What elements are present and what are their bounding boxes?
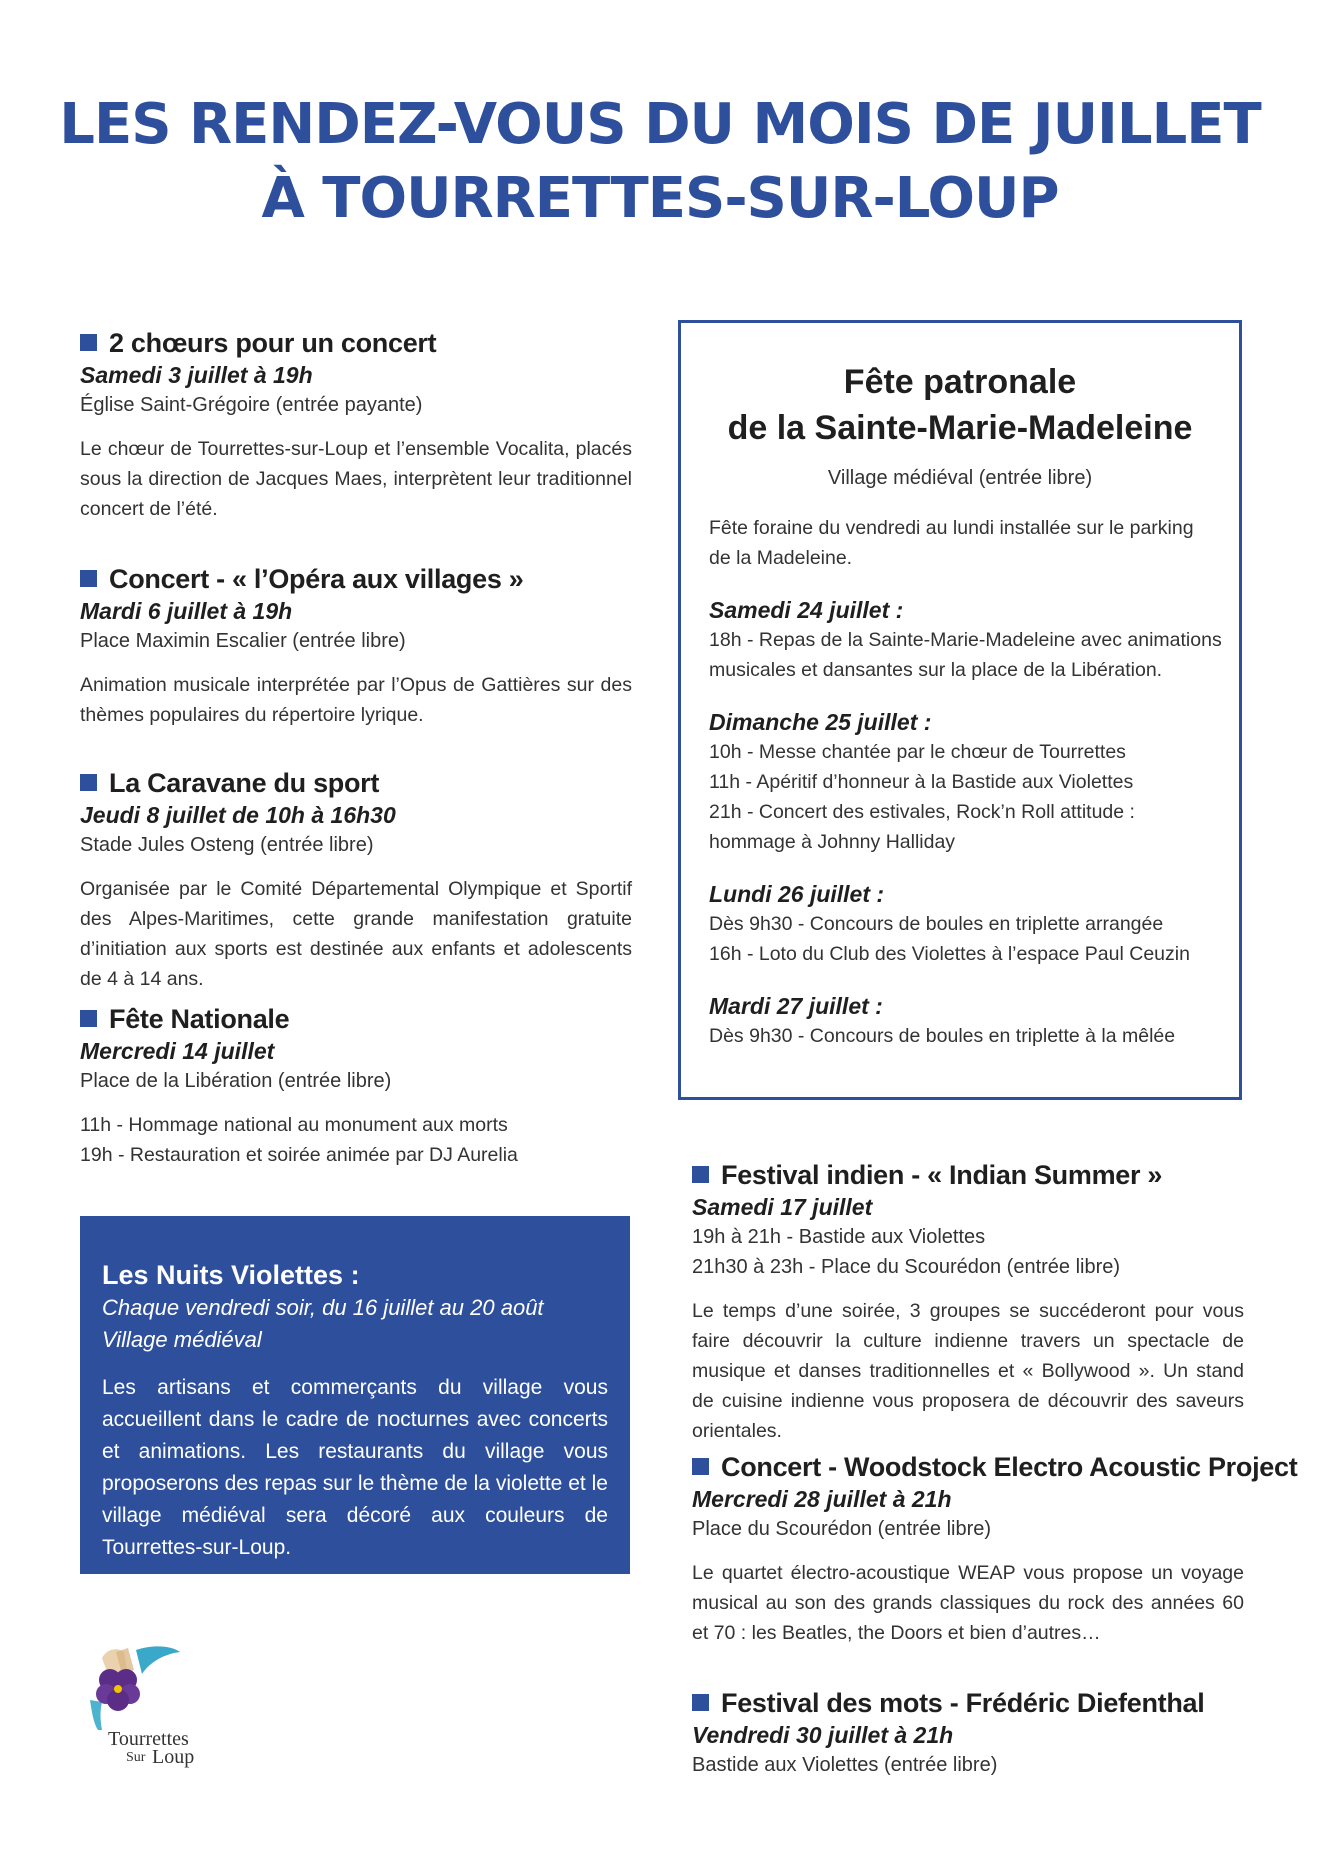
- day-item: hommage à Johnny Halliday: [709, 831, 956, 853]
- patronale-box: [678, 320, 1242, 1100]
- event-title: Fête Nationale: [80, 1002, 632, 1036]
- day-item: Dès 9h30 - Concours de boules en triplette arrangée: [709, 913, 1164, 935]
- event-caravane: [80, 766, 632, 994]
- event-date: Jeudi 8 juillet de 10h à 16h30: [80, 802, 396, 828]
- event-venue: Place de la Libération (entrée libre): [80, 1070, 392, 1092]
- event-fete-nationale: [80, 1002, 632, 1170]
- page-title-line-1: LES RENDEZ-VOUS DU MOIS DE JUILLET: [59, 92, 1261, 157]
- event-woodstock: [692, 1450, 1298, 1648]
- event-venue: Église Saint-Grégoire (entrée payante): [80, 394, 423, 416]
- schedule-line: 11h - Hommage national au monument aux morts: [80, 1114, 508, 1136]
- nuits-violettes-box: [80, 1216, 630, 1574]
- bullet-square-icon: [80, 334, 97, 351]
- event-date: Mercredi 14 juillet: [80, 1038, 275, 1064]
- day-label: Mardi 27 juillet :: [709, 993, 883, 1019]
- event-title: Festival des mots - Frédéric Diefenthal: [692, 1686, 1244, 1720]
- event-title: 2 chœurs pour un concert: [80, 326, 632, 360]
- page-title-line-2: À TOURRETTES-SUR-LOUP: [261, 166, 1059, 231]
- event-description: Organisée par le Comité Départemental Olympique et Sportif des Alpes-Maritimes, cette grande manifestation gratuite d’initiation aux sports est destinée aux enfants et adolescents de 4 à 14 ans.: [80, 878, 632, 990]
- patronale-venue: Village médiéval (entrée libre): [827, 467, 1093, 489]
- event-description: Le chœur de Tourrettes-sur-Loup et l’ensemble Vocalita, placés sous la direction de Jacques Maes, interprètent leur traditionnel concert de l’été.: [80, 438, 632, 520]
- patronale-intro: Fête foraine du vendredi au lundi installée sur le parking de la Madeleine.: [709, 517, 1194, 569]
- event-choeurs: [80, 326, 632, 524]
- event-description: Le quartet électro-acoustique WEAP vous propose un voyage musical au son des grands classiques du rock des années 60 et 70 : les Beatles, the Doors et bien d’autres…: [692, 1562, 1244, 1644]
- event-date: Mardi 6 juillet à 19h: [80, 598, 293, 624]
- event-venue: 19h à 21h - Bastide aux Violettes: [692, 1226, 986, 1248]
- day-label: Lundi 26 juillet :: [709, 881, 885, 907]
- day-item: 18h - Repas de la Sainte-Marie-Madeleine avec animations: [709, 629, 1222, 651]
- event-opera: [80, 562, 632, 730]
- violet-flower-icon: [76, 1640, 226, 1730]
- day-label: Dimanche 25 juillet :: [709, 709, 932, 735]
- patronale-day: [709, 879, 1211, 969]
- event-venue: Place du Scourédon (entrée libre): [692, 1518, 992, 1540]
- bullet-square-icon: [692, 1694, 709, 1711]
- event-title: Concert - « l’Opéra aux villages »: [80, 562, 632, 596]
- event-date: Mercredi 28 juillet à 21h: [692, 1486, 952, 1512]
- day-item: 11h - Apéritif d’honneur à la Bastide aux Violettes: [709, 771, 1134, 793]
- event-date: Samedi 3 juillet à 19h: [80, 362, 313, 388]
- event-festival-indien: [692, 1158, 1244, 1446]
- patronale-day: [709, 991, 1211, 1051]
- logo-word: Sur: [126, 1750, 146, 1765]
- event-festival-des-mots: [692, 1686, 1244, 1780]
- nuits-subtitle: Chaque vendredi soir, du 16 juillet au 20 août: [102, 1295, 544, 1320]
- bullet-square-icon: [80, 1010, 97, 1027]
- nuits-location: Village médiéval: [102, 1327, 262, 1352]
- day-label: Samedi 24 juillet :: [709, 597, 904, 623]
- day-item: Dès 9h30 - Concours de boules en triplette à la mêlée: [709, 1025, 1176, 1047]
- day-item: musicales et dansantes sur la place de la Libération.: [709, 659, 1163, 681]
- day-item: 10h - Messe chantée par le chœur de Tourrettes: [709, 741, 1126, 763]
- event-date: Vendredi 30 juillet à 21h: [692, 1722, 954, 1748]
- event-title: Concert - Woodstock Electro Acoustic Project: [692, 1450, 1244, 1484]
- bullet-square-icon: [692, 1458, 709, 1475]
- event-schedule: [80, 1110, 632, 1170]
- bullet-square-icon: [80, 570, 97, 587]
- patronale-day: [709, 595, 1222, 685]
- event-venue: Place Maximin Escalier (entrée libre): [80, 630, 406, 652]
- event-date: Samedi 17 juillet: [692, 1194, 873, 1220]
- event-venue: Stade Jules Osteng (entrée libre): [80, 834, 374, 856]
- bullet-square-icon: [80, 774, 97, 791]
- logo-word: Loup: [152, 1746, 195, 1768]
- nuits-title: Les Nuits Violettes :: [102, 1260, 360, 1290]
- event-venue: 21h30 à 23h - Place du Scourédon (entrée libre): [692, 1256, 1121, 1278]
- day-item: 21h - Concert des estivales, Rock’n Roll attitude :: [709, 801, 1135, 823]
- event-venue: Bastide aux Violettes (entrée libre): [692, 1754, 998, 1776]
- tourrettes-logo: [76, 1640, 226, 1780]
- event-title: La Caravane du sport: [80, 766, 632, 800]
- nuits-description: Les artisans et commerçants du village vous accueillent dans le cadre de nocturnes avec concerts et animations. Les restaurants du village vous proposerons des repas sur le thème de la violette et le village médiéval sera décoré aux couleurs de Tourrettes-sur-Loup.: [102, 1376, 608, 1559]
- bullet-square-icon: [692, 1166, 709, 1183]
- page-title: [0, 88, 1320, 236]
- schedule-line: 19h - Restauration et soirée animée par DJ Aurelia: [80, 1144, 518, 1166]
- patronale-day: [709, 707, 1211, 857]
- logo-word: Tourrettes: [108, 1728, 189, 1750]
- day-item: 16h - Loto du Club des Violettes à l’espace Paul Ceuzin: [709, 943, 1190, 965]
- patronale-title: Fête patronale de la Sainte-Marie-Madeleine: [727, 363, 1193, 447]
- event-title: Festival indien - « Indian Summer »: [692, 1158, 1244, 1192]
- event-description: Le temps d’une soirée, 3 groupes se succéderont pour vous faire découvrir la culture indienne travers un spectacle de musique et danses traditionnelles et « Bollywood ». Un stand de cuisine indienne vous proposera de découvrir des saveurs orientales.: [692, 1300, 1244, 1442]
- event-description: Animation musicale interprétée par l’Opus de Gattières sur des thèmes populaires du répertoire lyrique.: [80, 674, 632, 726]
